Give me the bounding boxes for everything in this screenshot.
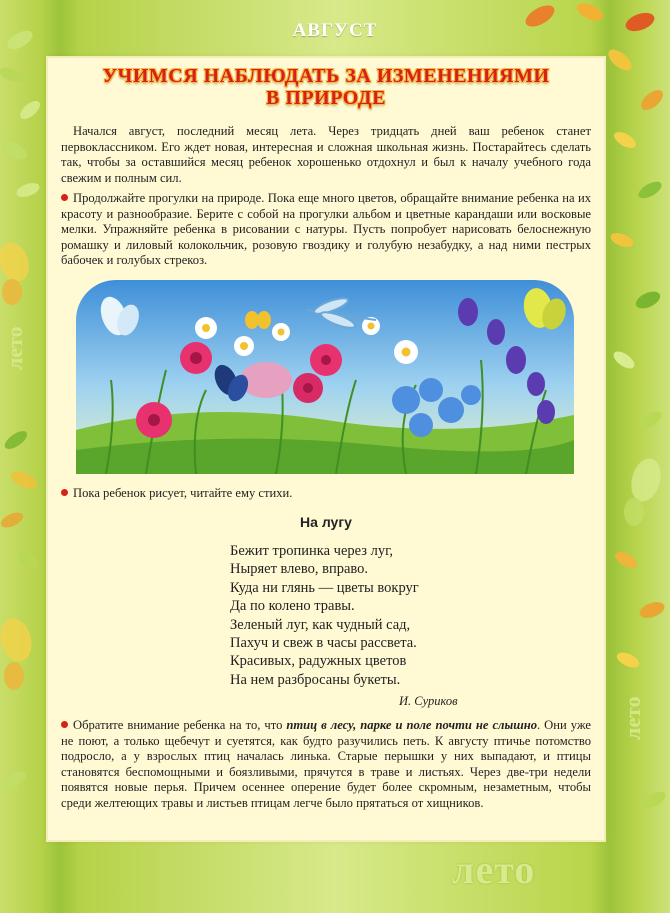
poem-line: Красивых, радужных цветов	[230, 653, 407, 670]
poem-author: И. Суриков	[399, 694, 458, 708]
poem-line: Пахуч и свеж в часы рассвета.	[230, 635, 417, 652]
poem-title: На лугу	[300, 514, 352, 530]
intro-paragraph: Начался август, последний месяц лета. Через тридцать дней ваш ребенок станет первоклассником. Его ждет новая, интересная и сложная школьная жизнь. Постарайтесь сделать так, чтобы за оставшийся месяц ребенок хорошенько отдохнул и был к началу учебного года свежим и полным сил.	[61, 124, 591, 185]
butterfly-icon	[624, 455, 665, 526]
read-paragraph	[61, 486, 591, 502]
title-line-2: В ПРИРОДЕ	[266, 87, 386, 109]
read-text: Пока ребенок рисует, читайте ему стихи.	[73, 486, 293, 500]
birds-text-end: . Они уже не поют, а только щебечут и суетятся, как будто разучились петь. К августу птичье потомство подросло, а у взрослых птиц началась линька. Старые перышки у них выпадают, и птицы становятся беспомощными и боязливыми, прячутся в траве и листьях. Через две-три недели появятся новые перья. Причем осеннее оперение будет более скромным, незаметным, чтобы среди желтеющих травы и листьев птицам легче было прятаться от хищников.	[61, 718, 591, 810]
poem	[230, 542, 419, 689]
poem-line: На нем разбросаны букеты.	[230, 671, 401, 688]
month-label: АВГУСТ	[292, 20, 378, 41]
butterfly-icon	[0, 615, 36, 690]
butterfly-icon	[0, 238, 34, 305]
bullet-icon	[61, 194, 68, 201]
page-header	[0, 14, 670, 48]
poem-line: Ныряет влево, вправо.	[230, 561, 369, 578]
side-word: лето	[2, 326, 27, 370]
walks-text: Продолжайте прогулки на природе. Пока еще много цветов, обращайте внимание ребенка на их красоту и разнообразие. Берите с собой на прогулки альбом и цветные карандаши или восковые мелки. Упражняйте ребенка в рисовании с натуры. Пусть попробует нарисовать белоснежную ромашку и лиловый колокольчик, розовую гвоздику и голубую незабудку, а над ними пестрых бабочек и голубых стрекоз.	[61, 191, 591, 268]
birds-emphasis: птиц в лесу, парке и поле почти не слышно	[286, 718, 538, 732]
content-panel	[48, 58, 604, 840]
poem-line: Да по колено травы.	[230, 598, 355, 615]
side-word-right: лето	[620, 696, 645, 740]
walks-paragraph	[61, 191, 591, 269]
page-title	[48, 65, 604, 109]
bullet-icon	[61, 489, 68, 496]
title-line-1: УЧИМСЯ НАБЛЮДАТЬ ЗА ИЗМЕНЕНИЯМИ	[102, 65, 550, 87]
lilac-flower-icon	[240, 362, 292, 398]
bullet-icon	[61, 721, 68, 728]
poem-line: Куда ни глянь — цветы вокруг	[230, 579, 419, 596]
bottom-season-word: лето	[452, 847, 536, 892]
birds-paragraph	[61, 718, 591, 812]
poem-line: Бежит тропинка через луг,	[230, 543, 394, 559]
birds-text-start: Обратите внимание ребенка на то, что	[73, 718, 287, 732]
poem-line: Зеленый луг, как чудный сад,	[230, 616, 411, 633]
meadow-illustration	[76, 280, 574, 474]
